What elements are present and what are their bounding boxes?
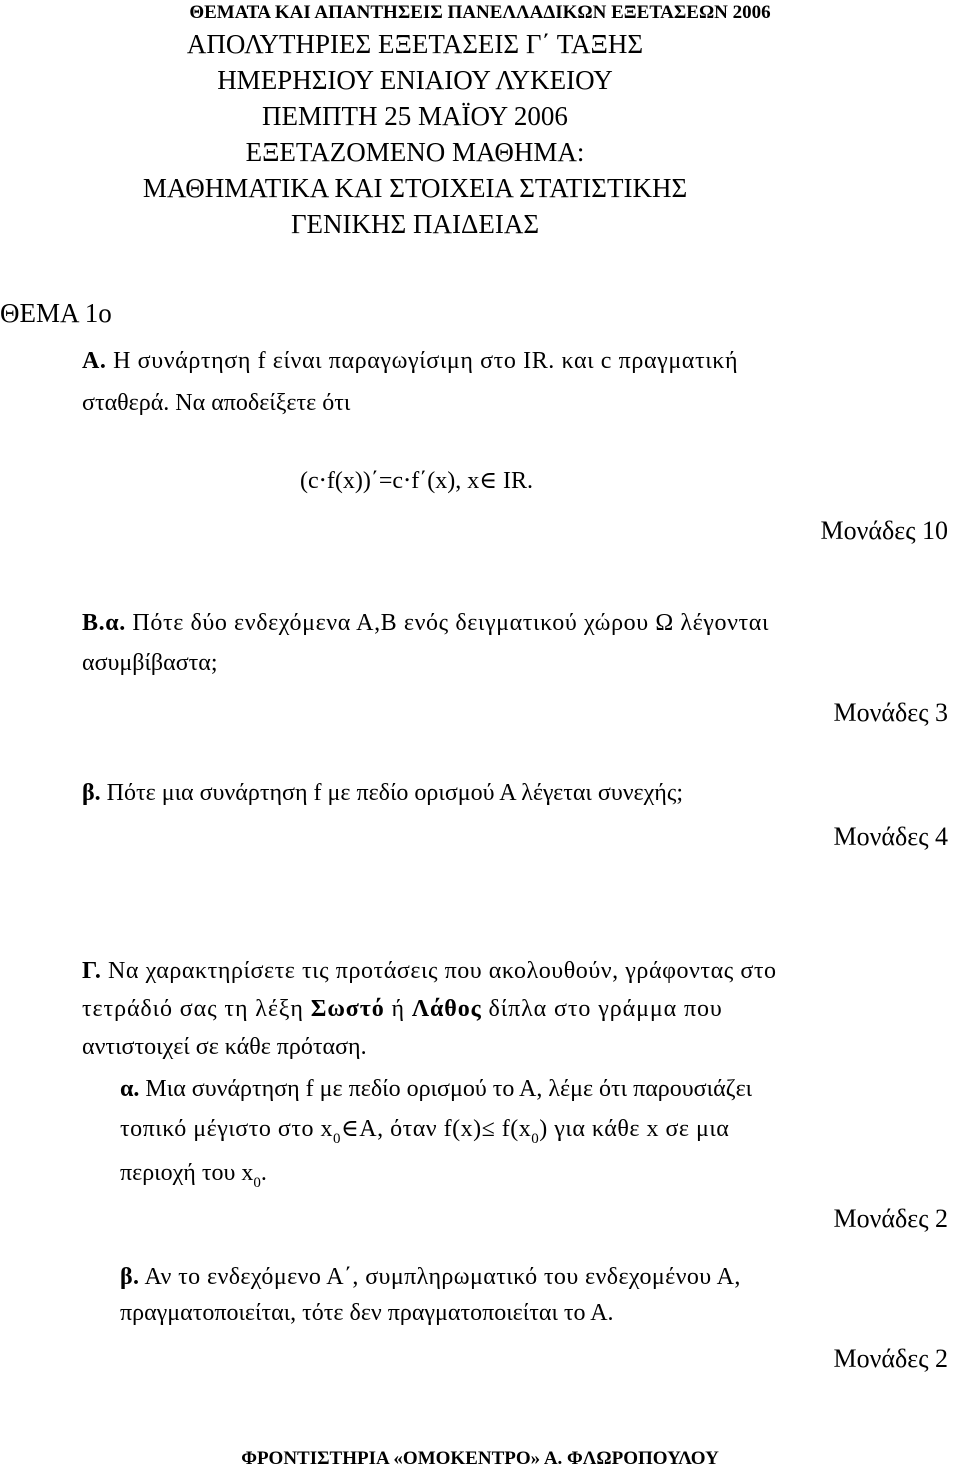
statement-a-line-3 [120,1160,267,1192]
statement-a-text-3b: . [260,1160,267,1186]
theme-title: ΘΕΜΑ 1ο [0,298,112,328]
page-banner: ΘΕΜΑΤΑ ΚΑΙ ΑΠΑΝΤΗΣΕΙΣ ΠΑΝΕΛΛΑΔΙΚΩΝ ΕΞΕΤΑΣΕΩΝ 2006 [189,2,771,23]
word-correct: Σωστό [310,996,385,1022]
statement-a-text-2c: ) για κάθε x σε μια [539,1116,730,1142]
subscript-zero: 0 [332,1131,341,1147]
question-ba-line-1 [82,610,769,637]
question-a-units: Μονάδες 10 [820,516,948,545]
question-bb-text-1: Πότε μια συνάρτηση f με πεδίο ορισμού Α λέγεται συνεχής; [100,780,684,806]
subscript-zero: 0 [253,1175,261,1191]
question-g-text-2c: δίπλα στο γράμμα που [481,996,723,1022]
title-line-2: ΗΜΕΡΗΣΙΟΥ ΕΝΙΑΙΟΥ ΛΥΚΕΙΟΥ [217,65,613,95]
title-line-1: ΑΠΟΛΥΤΗΡΙΕΣ ΕΞΕΤΑΣΕΙΣ Γ΄ ΤΑΞΗΣ [186,29,644,59]
question-a-formula: (c⋅f(x))΄=c⋅f΄(x), x∈ IR. [300,468,533,494]
title-line-3: ΠΕΜΠΤΗ 25 ΜΑΪΟΥ 2006 [262,101,568,131]
question-g-text-1: Να χαρακτηρίσετε τις προτάσεις που ακολουθούν, γράφοντας στο [101,958,777,984]
question-ba-text-1: Πότε δύο ενδεχόμενα Α,Β ενός δειγματικού χώρου Ω λέγονται [125,610,770,636]
question-bb-units: Μονάδες 4 [833,822,948,851]
statement-b-units: Μονάδες 2 [833,1344,948,1373]
question-ba-line-2: ασυμβίβαστα; [82,650,218,676]
subscript-zero: 0 [531,1131,540,1147]
statement-b-label: β. [120,1264,140,1290]
question-ba-units: Μονάδες 3 [833,698,948,727]
statement-a-line-2 [120,1114,729,1148]
statement-a-text-3a: περιοχή του x [120,1160,254,1186]
statement-b-text-1: Αν το ενδεχόμενο Α΄, συμπληρωματικό του ενδεχομένου Α, [139,1264,741,1290]
question-g-label: Γ. [82,958,102,984]
statement-a-units: Μονάδες 2 [833,1204,948,1233]
question-bb-label: β. [82,780,101,806]
question-bb-line-1 [82,780,683,807]
statement-b-line-1 [120,1264,741,1291]
title-line-4: ΕΞΕΤΑΖΟΜΕΝΟ ΜΑΘΗΜΑ: [245,137,585,167]
question-g-line-2 [82,996,723,1023]
question-a-line-1 [82,348,738,375]
statement-a-text-2a: τοπικό μέγιστο στο x [120,1116,333,1142]
statement-a-label: α. [120,1076,140,1102]
title-line-6: ΓΕΝΙΚΗΣ ΠΑΙΔΕΙΑΣ [290,209,540,239]
question-g-text-2b: ή [384,996,412,1022]
statement-a-text-1: Μια συνάρτηση f με πεδίο ορισμού το Α, λέμε ότι παρουσιάζει [139,1076,753,1102]
statement-a-line-1 [120,1076,752,1103]
question-g-text-2a: τετράδιό σας τη λέξη [82,996,311,1022]
statement-b-line-2: πραγματοποιείται, τότε δεν πραγματοποιείται το Α. [120,1300,614,1326]
question-a-label: Α. [82,348,107,374]
statement-a-text-2b: ∈Α, όταν f(x)≤ f(x [340,1116,532,1142]
word-wrong: Λάθος [411,996,482,1022]
question-a-text-1: Η συνάρτηση f είναι παραγωγίσιμη στο IR. και c πραγματική [106,348,739,374]
question-a-line-2: σταθερά. Να αποδείξετε ότι [82,390,351,416]
question-g-line-3: αντιστοιχεί σε κάθε πρόταση. [82,1034,367,1060]
question-g-line-1 [82,958,777,985]
question-ba-label: Β.α. [82,610,126,636]
page-footer: ΦΡΟΝΤΙΣΤΗΡΙΑ «ΟΜΟΚΕΝΤΡΟ» Α. ΦΛΩΡΟΠΟΥΛΟΥ [241,1448,719,1469]
title-line-5: ΜΑΘΗΜΑΤΙΚΑ ΚΑΙ ΣΤΟΙΧΕΙΑ ΣΤΑΤΙΣΤΙΚΗΣ [142,173,688,203]
